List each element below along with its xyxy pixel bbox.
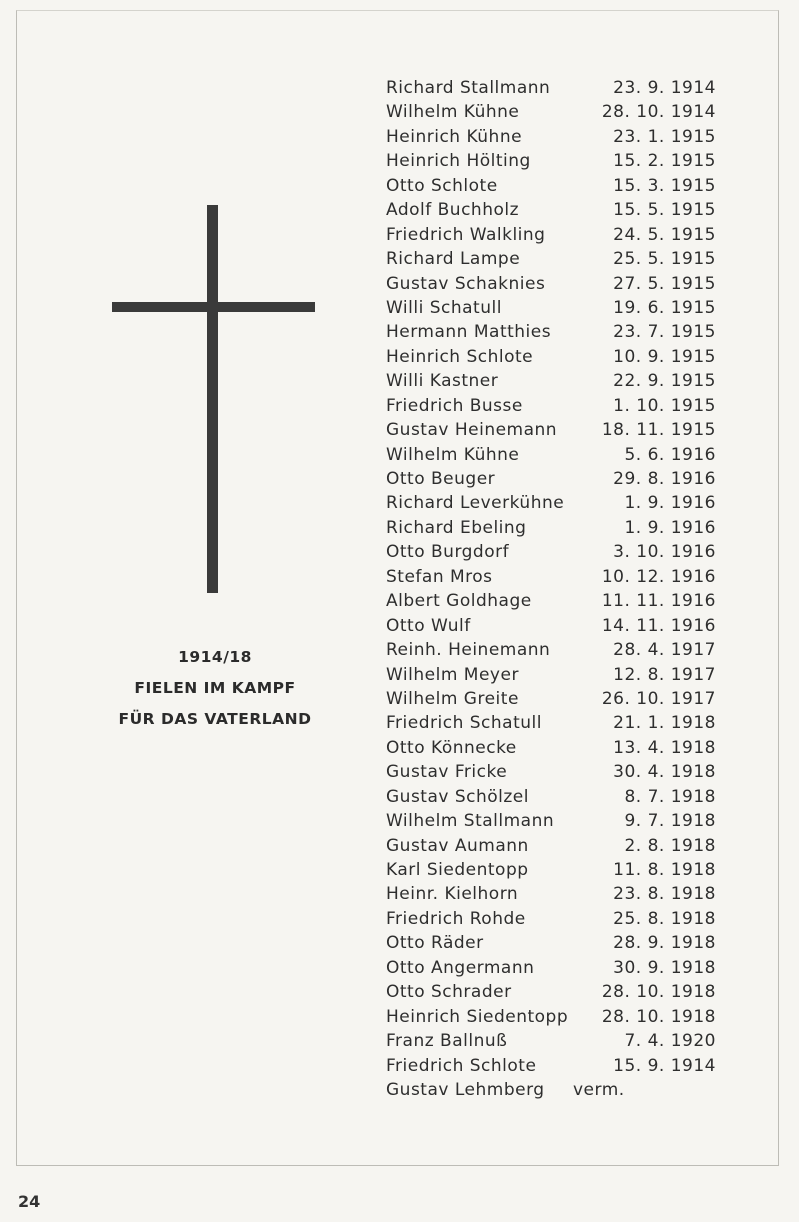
list-item — [386, 320, 756, 344]
list-item — [386, 1054, 756, 1078]
soldier-name: Otto Schrader — [386, 982, 512, 1003]
soldier-name: Heinrich Hölting — [386, 151, 531, 172]
list-item — [386, 443, 756, 467]
soldier-name: Otto Angermann — [386, 957, 535, 978]
death-date: verm. — [573, 1079, 625, 1100]
soldier-name: Heinr. Kielhorn — [386, 884, 519, 905]
soldier-name: Gustav Schölzel — [386, 786, 529, 807]
list-item — [386, 223, 756, 247]
death-date: 11. 11. 1916 — [601, 591, 716, 612]
soldier-name: Friedrich Rohde — [386, 908, 526, 929]
heading-line-1: FIELEN IM KAMPF — [134, 679, 296, 697]
list-item — [386, 663, 756, 687]
death-date: 7. 4. 1920 — [624, 1031, 716, 1052]
soldier-name: Gustav Fricke — [386, 762, 508, 783]
soldier-name: Gustav Heinemann — [386, 420, 558, 441]
death-date: 15. 3. 1915 — [613, 175, 716, 196]
death-date: 14. 11. 1916 — [601, 615, 716, 636]
list-item — [386, 834, 756, 858]
soldier-name: Hermann Matthies — [386, 322, 552, 343]
list-item — [386, 149, 756, 173]
list-item — [386, 882, 756, 906]
soldier-name: Otto Beuger — [386, 469, 496, 489]
cross-horizontal-bar — [112, 302, 315, 312]
list-item — [386, 76, 756, 100]
soldier-name: Otto Burgdorf — [386, 542, 510, 563]
fallen-soldiers-list — [386, 76, 756, 1102]
soldier-name: Richard Leverkühne — [386, 493, 565, 514]
list-item — [386, 1029, 756, 1053]
death-date: 11. 8. 1918 — [613, 860, 716, 880]
death-date: 15. 2. 1915 — [613, 151, 716, 172]
death-date: 28. 10. 1914 — [601, 102, 716, 123]
page-number: 24 — [18, 1192, 41, 1211]
soldier-name: Friedrich Walkling — [386, 224, 546, 245]
heading-line-2: FÜR DAS VATERLAND — [118, 710, 312, 728]
soldier-name: Gustav Aumann — [386, 835, 529, 856]
soldier-name: Franz Ballnuß — [386, 1031, 508, 1052]
list-item — [386, 345, 756, 369]
death-date: 25. 5. 1915 — [613, 249, 716, 270]
death-date: 28. 10. 1918 — [601, 1006, 716, 1027]
cross-vertical-bar — [207, 205, 218, 593]
death-date: 30. 4. 1918 — [613, 762, 716, 783]
list-item — [386, 540, 756, 564]
list-item — [386, 296, 756, 320]
death-date: 28. 10. 1918 — [601, 982, 716, 1003]
list-item — [386, 931, 756, 955]
soldier-name: Wilhelm Kühne — [386, 102, 520, 123]
death-date: 23. 1. 1915 — [613, 126, 716, 147]
death-date: 28. 9. 1918 — [613, 933, 716, 954]
list-item — [386, 100, 756, 124]
soldier-name: Gustav Schaknies — [386, 273, 546, 294]
soldier-name: Willi Kastner — [386, 371, 499, 392]
list-item — [386, 785, 756, 809]
death-date: 2. 8. 1918 — [624, 835, 716, 856]
list-item — [386, 736, 756, 760]
death-date: 19. 6. 1915 — [613, 297, 716, 318]
list-item — [386, 907, 756, 931]
list-item — [386, 369, 756, 393]
list-item — [386, 198, 756, 222]
death-date: 8. 7. 1918 — [624, 786, 716, 807]
list-item — [386, 272, 756, 296]
soldier-name: Otto Räder — [386, 933, 484, 954]
death-date: 22. 9. 1915 — [613, 371, 716, 392]
list-item — [386, 614, 756, 638]
soldier-name: Heinrich Schlote — [386, 346, 534, 367]
soldier-name: Otto Könnecke — [386, 737, 517, 758]
soldier-name: Wilhelm Greite — [386, 688, 519, 709]
list-item — [386, 565, 756, 589]
list-item — [386, 125, 756, 149]
soldier-name: Stefan Mros — [386, 566, 493, 587]
list-item — [386, 760, 756, 784]
death-date: 12. 8. 1917 — [613, 664, 716, 685]
death-date: 30. 9. 1918 — [613, 957, 716, 978]
soldier-name: Richard Lampe — [386, 249, 521, 270]
list-item — [386, 491, 756, 515]
list-item — [386, 516, 756, 540]
death-date: 23. 7. 1915 — [613, 322, 716, 343]
soldier-name: Gustav Lehmberg — [386, 1079, 545, 1100]
death-date: 9. 7. 1918 — [624, 811, 716, 832]
list-item — [386, 638, 756, 662]
death-date: 21. 1. 1918 — [613, 713, 716, 734]
heading-years: 1914/18 — [178, 648, 252, 666]
death-date: 1. 9. 1916 — [624, 493, 716, 514]
list-item — [386, 1078, 756, 1102]
list-item — [386, 980, 756, 1004]
list-item — [386, 1005, 756, 1029]
soldier-name: Richard Ebeling — [386, 517, 527, 538]
list-item — [386, 467, 756, 491]
death-date: 24. 5. 1915 — [613, 224, 716, 245]
death-date: 18. 11. 1915 — [601, 420, 716, 441]
death-date: 15. 5. 1915 — [613, 200, 716, 221]
list-item — [386, 589, 756, 613]
death-date: 3. 10. 1916 — [613, 542, 716, 563]
death-date: 5. 6. 1916 — [624, 444, 716, 465]
soldier-name: Wilhelm Meyer — [386, 664, 519, 685]
list-item — [386, 174, 756, 198]
death-date: 10. 9. 1915 — [613, 346, 716, 367]
soldier-name: Otto Schlote — [386, 175, 498, 196]
list-item — [386, 711, 756, 735]
list-item — [386, 418, 756, 442]
death-date: 23. 8. 1918 — [613, 884, 716, 905]
soldier-name: Heinrich Siedentopp — [386, 1006, 569, 1027]
list-item — [386, 247, 756, 271]
list-item — [386, 394, 756, 418]
soldier-name: Heinrich Kühne — [386, 126, 523, 147]
soldier-name: Willi Schatull — [386, 297, 502, 318]
list-item — [386, 956, 756, 980]
list-item — [386, 809, 756, 833]
list-item — [386, 858, 756, 882]
death-date: 23. 9. 1914 — [613, 78, 716, 98]
death-date: 13. 4. 1918 — [613, 737, 716, 758]
death-date: 28. 4. 1917 — [613, 640, 716, 661]
soldier-name: Friedrich Busse — [386, 395, 523, 416]
soldier-name: Adolf Buchholz — [386, 200, 520, 221]
soldier-name: Friedrich Schlote — [386, 1055, 537, 1076]
death-date: 1. 9. 1916 — [624, 517, 716, 538]
soldier-name: Friedrich Schatull — [386, 713, 542, 734]
soldier-name: Albert Goldhage — [386, 591, 532, 612]
death-date: 15. 9. 1914 — [613, 1055, 716, 1076]
soldier-name: Wilhelm Kühne — [386, 444, 520, 465]
death-date: 26. 10. 1917 — [601, 688, 716, 709]
death-date: 10. 12. 1916 — [601, 566, 716, 587]
soldier-name: Karl Siedentopp — [386, 860, 529, 880]
death-date: 27. 5. 1915 — [613, 273, 716, 294]
soldier-name: Otto Wulf — [386, 615, 471, 636]
list-item — [386, 687, 756, 711]
soldier-name: Wilhelm Stallmann — [386, 811, 555, 832]
soldier-name: Richard Stallmann — [386, 78, 551, 98]
death-date: 29. 8. 1916 — [613, 469, 716, 489]
death-date: 25. 8. 1918 — [613, 908, 716, 929]
soldier-name: Reinh. Heinemann — [386, 640, 551, 661]
death-date: 1. 10. 1915 — [613, 395, 716, 416]
